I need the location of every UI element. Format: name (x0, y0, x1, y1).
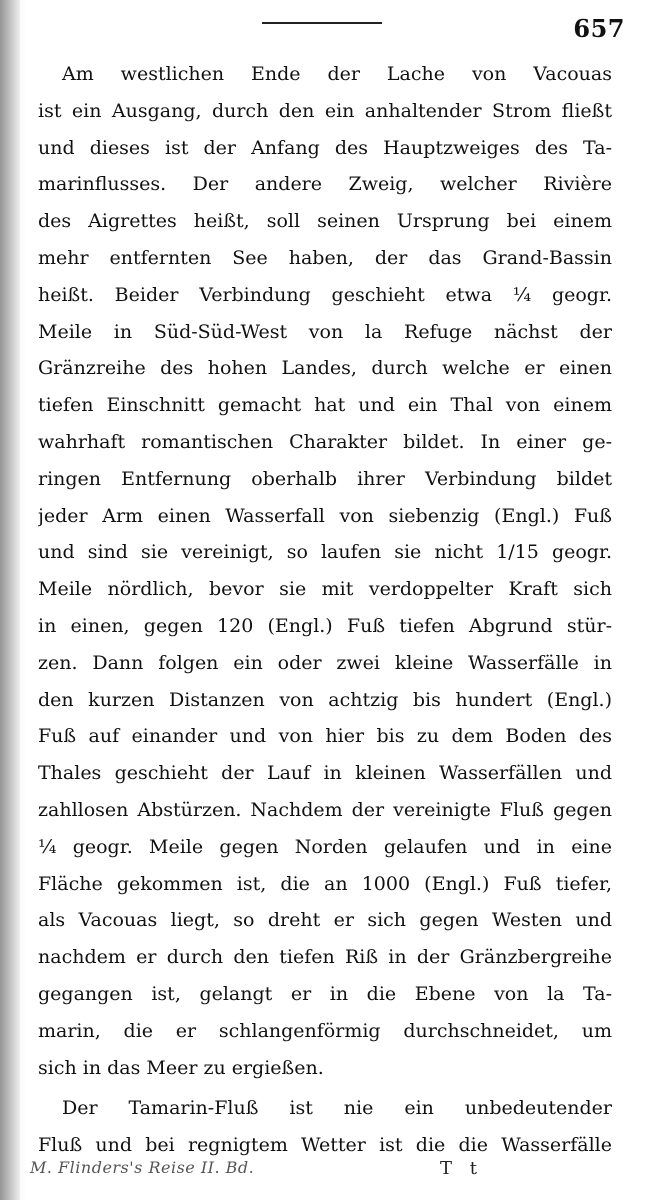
text-line: gegangen ist, gelangt er in die Ebene von la Ta- (38, 982, 612, 1005)
sheet-mark: T t (440, 1158, 483, 1179)
footer-signature: M. Flinders's Reise II. Bd. (30, 1158, 255, 1177)
text-line: Fluß und bei regnigtem Wetter ist die die Wasserfälle (38, 1134, 612, 1157)
text-line: Thales geschieht der Lauf in kleinen Wasserfällen und (38, 762, 612, 785)
text-line: jeder Arm einen Wasserfall von siebenzig (Engl.) Fuß (38, 504, 612, 527)
text-line: nachdem er durch den tiefen Riß in der Gränzbergreihe (38, 946, 612, 969)
text-line: ¼ geogr. Meile gegen Norden gelaufen und in eine (38, 835, 612, 858)
text-line: des Aigrettes heißt, soll seinen Ursprung bei einem (38, 210, 612, 233)
body-text (38, 56, 612, 1164)
text-line: und dieses ist der Anfang des Hauptzweiges des Ta- (38, 136, 612, 159)
binding-gutter-shadow (0, 0, 20, 1200)
text-line: sich in das Meer zu ergießen. (38, 1056, 324, 1079)
text-line: tiefen Einschnitt gemacht hat und ein Thal von einem (38, 394, 612, 417)
text-line: ringen Entfernung oberhalb ihrer Verbindung bildet (38, 467, 612, 490)
text-line: Der Tamarin-Fluß ist nie ein unbedeutender (62, 1097, 612, 1120)
text-line: Meile nördlich, bevor sie mit verdoppelter Kraft sich (38, 578, 612, 601)
text-line: Fläche gekommen ist, die an 1000 (Engl.) Fuß tiefer, (38, 872, 612, 895)
text-line: und sind sie vereinigt, so laufen sie nicht 1/15 geogr. (38, 541, 612, 564)
text-line: als Vacouas liegt, so dreht er sich gegen Westen und (38, 909, 612, 932)
text-line: ist ein Ausgang, durch den ein anhaltender Strom fließt (38, 99, 612, 122)
header-rule (262, 22, 382, 24)
text-line: in einen, gegen 120 (Engl.) Fuß tiefen Abgrund stür- (38, 614, 612, 637)
text-line: zahllosen Abstürzen. Nachdem der vereinigte Fluß gegen (38, 798, 612, 821)
text-line: Am westlichen Ende der Lache von Vacouas (62, 63, 612, 85)
text-line: den kurzen Distanzen von achtzig bis hundert (Engl.) (38, 688, 612, 711)
text-line: Meile in Süd-Süd-West von la Refuge nächst der (38, 320, 612, 343)
text-line: marinflusses. Der andere Zweig, welcher Rivière (38, 173, 612, 196)
text-line: zen. Dann folgen ein oder zwei kleine Wasserfälle in (38, 651, 612, 674)
text-line: marin, die er schlangenförmig durchschneidet, um (38, 1019, 612, 1042)
text-line: Gränzreihe des hohen Landes, durch welche er einen (38, 357, 612, 380)
text-line: mehr entfernten See haben, der das Grand-Bassin (38, 246, 612, 269)
page-number: 657 (573, 14, 625, 43)
text-line: heißt. Beider Verbindung geschieht etwa ¼ geogr. (38, 283, 612, 306)
text-line: wahrhaft romantischen Charakter bildet. In einer ge- (38, 430, 612, 453)
page-footer (30, 1158, 610, 1188)
text-line: Fuß auf einander und von hier bis zu dem Boden des (38, 725, 612, 748)
